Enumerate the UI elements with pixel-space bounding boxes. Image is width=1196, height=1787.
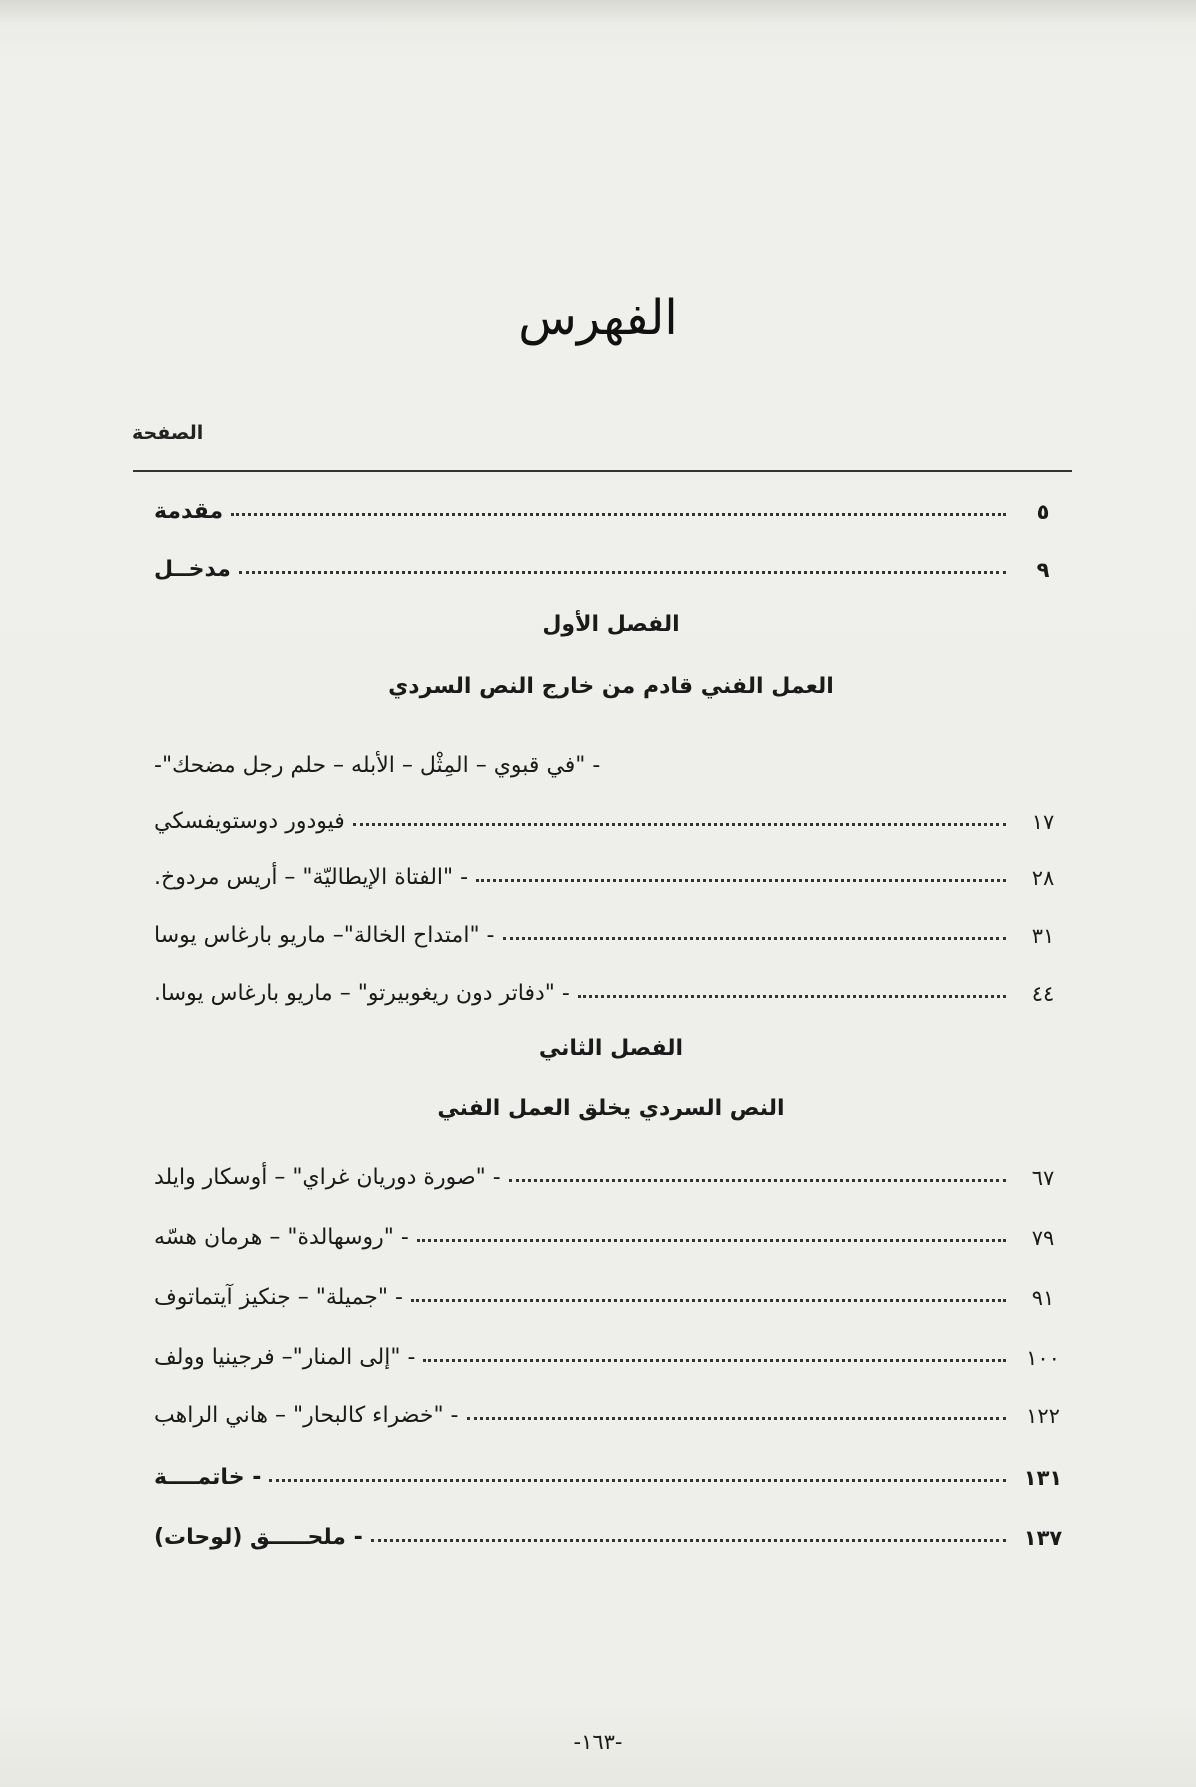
toc-entry[interactable]: - "جميلة" – جنكيز آيتماتوف ٩١	[154, 1285, 1055, 1310]
leader-dots	[417, 1238, 1006, 1242]
leader-dots	[269, 1478, 1006, 1482]
chapter1-heading: الفصل الأول	[542, 612, 680, 637]
toc-entry[interactable]: - "امتداح الخالة"– ماريو بارغاس يوسا ٣١	[154, 923, 1055, 948]
leader-dots	[231, 512, 1006, 516]
leader-dots	[503, 936, 1007, 940]
chapter1-subheading: العمل الفني قادم من خارج النص السردي	[388, 674, 834, 699]
toc-chapter1-intro-line: - "في قبوي – المِثْل – الأبله – حلم رجل مضحك"-	[154, 753, 601, 778]
leader-dots	[353, 822, 1006, 826]
leader-dots	[509, 1178, 1006, 1182]
leader-dots	[476, 878, 1006, 882]
toc-entry[interactable]: - "روسهالدة" – هرمان هسّه ٧٩	[154, 1225, 1055, 1250]
toc-entry[interactable]: فيودور دوستويفسكي ١٧	[154, 809, 1055, 834]
leader-dots	[239, 570, 1006, 574]
chapter2-heading: الفصل الثاني	[538, 1036, 684, 1061]
toc-entry-introduction[interactable]: مقدمة ٥	[154, 499, 1050, 524]
leader-dots	[578, 994, 1006, 998]
leader-dots	[467, 1416, 1007, 1420]
toc-entry[interactable]: - "إلى المنار"– فرجينيا وولف ١٠٠	[154, 1345, 1060, 1370]
leader-dots	[371, 1538, 1006, 1542]
chapter2-subheading: النص السردي يخلق العمل الفني	[437, 1096, 785, 1121]
toc-entry-entrance[interactable]: مدخــل ٩	[154, 557, 1050, 582]
toc-entry[interactable]: - "صورة دوريان غراي" – أوسكار وايلد ٦٧	[154, 1165, 1055, 1190]
toc-entry-appendix[interactable]: - ملحـــــق (لوحات) ١٣٧	[154, 1525, 1063, 1550]
toc-entry-conclusion[interactable]: - خاتمــــة ١٣١	[154, 1465, 1063, 1490]
page-column-label: الصفحة	[132, 422, 204, 444]
header-rule	[133, 470, 1072, 472]
toc-entry[interactable]: - "خضراء كالبحار" – هاني الراهب ١٢٢	[154, 1403, 1060, 1428]
leader-dots	[411, 1298, 1006, 1302]
toc-entry[interactable]: - "الفتاة الإيطاليّة" – أريس مردوخ. ٢٨	[154, 865, 1055, 890]
page-title: الفهرس	[518, 290, 678, 346]
leader-dots	[423, 1358, 1006, 1362]
toc-entry[interactable]: - "دفاتر دون ريغوبيرتو" – ماريو بارغاس يوسا. ٤٤	[154, 981, 1055, 1006]
page-number: -١٦٣-	[573, 1730, 623, 1754]
